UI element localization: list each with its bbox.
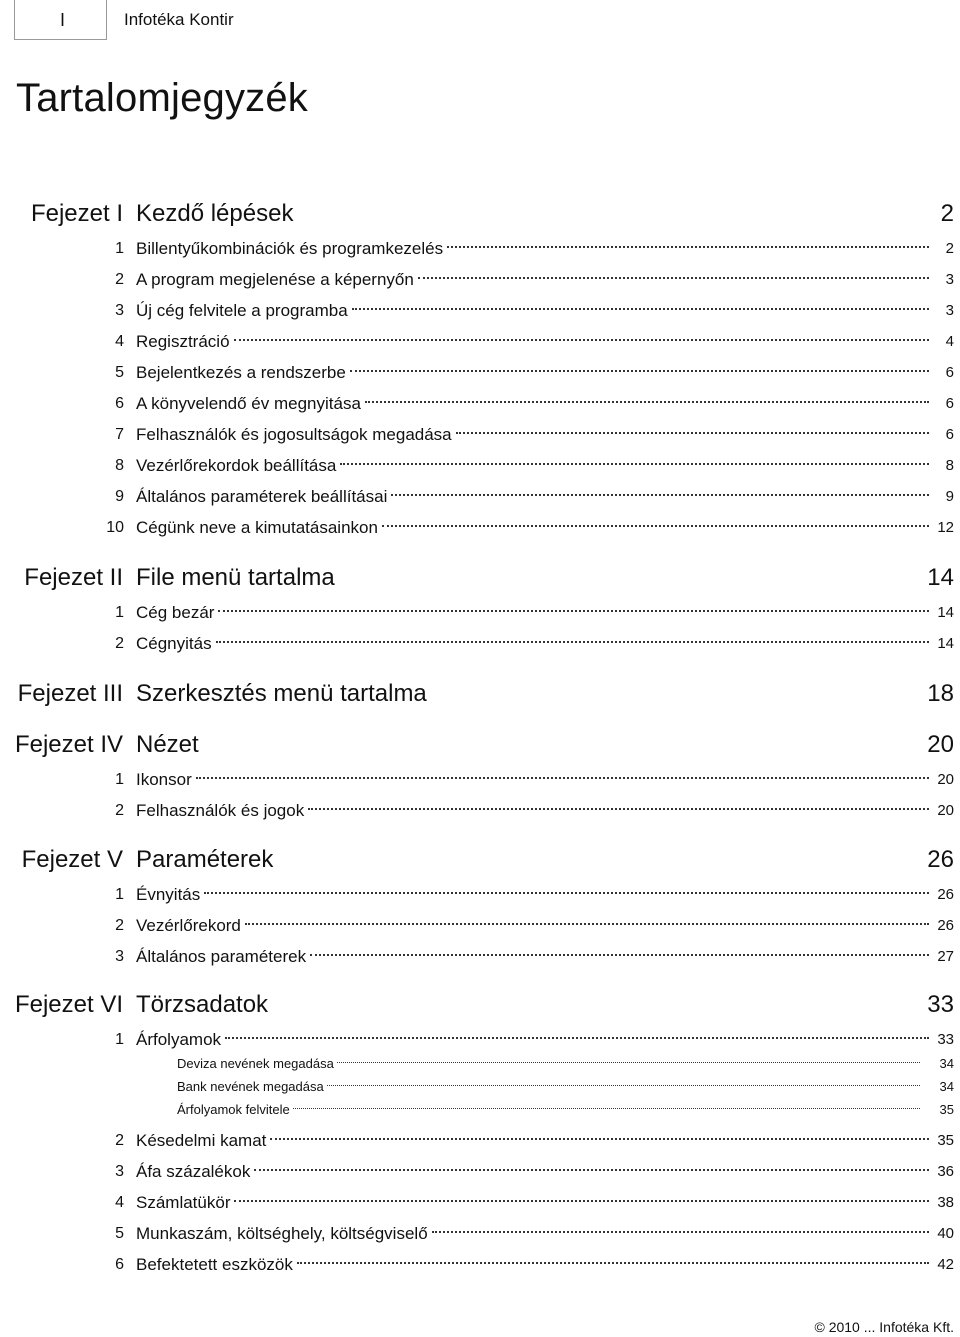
section-page-number: 33: [937, 1031, 954, 1048]
section-leader-line: [136, 516, 932, 540]
section-number: 3: [115, 1163, 124, 1180]
chapter-entry[interactable]: [0, 988, 960, 1022]
dot-leader: [365, 400, 929, 403]
section-page-number: 6: [945, 364, 954, 381]
section-entry[interactable]: [0, 914, 960, 938]
section-page-number: 20: [937, 771, 954, 788]
section-leader-line: [136, 601, 932, 625]
subsection-entry[interactable]: [0, 1100, 960, 1120]
chapter-title: Nézet: [136, 731, 199, 758]
chapter-label: Fejezet I: [30, 200, 123, 227]
section-page-number: 2: [945, 240, 954, 257]
footer-copyright: © 2010 ... Infotéka Kft.: [814, 1319, 954, 1335]
subsection-leader-line: [177, 1100, 922, 1120]
section-page-number: 36: [937, 1163, 954, 1180]
section-number: 2: [115, 802, 124, 819]
section-entry[interactable]: [0, 268, 960, 292]
chapter-page-number: 26: [927, 846, 954, 873]
chapter-label: Fejezet IV: [14, 731, 123, 758]
section-leader-line: [136, 883, 932, 907]
section-leader-line: [136, 485, 932, 509]
section-number: 5: [115, 364, 124, 381]
section-entry[interactable]: [0, 423, 960, 447]
section-title: Vezérlőrekordok beállítása: [136, 456, 337, 475]
section-leader-line: [136, 392, 932, 416]
section-title: Ikonsor: [136, 770, 192, 789]
section-number: 2: [115, 271, 124, 288]
section-page-number: 6: [945, 395, 954, 412]
dot-leader: [456, 431, 929, 434]
dot-leader: [218, 609, 929, 612]
chapter-label: Fejezet III: [17, 680, 123, 707]
running-header: [14, 0, 946, 42]
section-title: Cégnyitás: [136, 634, 212, 653]
section-page-number: 4: [945, 333, 954, 350]
section-page-number: 8: [945, 457, 954, 474]
section-title: Általános paraméterek beállításai: [136, 487, 388, 506]
chapter-title: Törzsadatok: [136, 991, 269, 1018]
dot-leader: [293, 1107, 920, 1109]
dot-leader: [352, 307, 929, 310]
section-number: 3: [115, 948, 124, 965]
section-page-number: 26: [937, 886, 954, 903]
page-number-roman: I: [14, 0, 107, 40]
section-number: 9: [115, 488, 124, 505]
chapter-entry[interactable]: [0, 677, 960, 711]
section-leader-line: [136, 1129, 932, 1153]
section-title: A program megjelenése a képernyőn: [136, 270, 414, 289]
dot-leader: [382, 524, 929, 527]
dot-leader: [418, 276, 929, 279]
section-title: Évnyitás: [136, 885, 201, 904]
chapter-entry[interactable]: [0, 728, 960, 762]
dot-leader: [245, 922, 929, 925]
section-page-number: 27: [937, 948, 954, 965]
section-number: 2: [115, 917, 124, 934]
section-number: 8: [115, 457, 124, 474]
section-title: Általános paraméterek: [136, 947, 307, 966]
section-page-number: 40: [937, 1225, 954, 1242]
chapter-label: Fejezet II: [24, 564, 123, 591]
section-entry[interactable]: [0, 799, 960, 823]
chapter-page-number: 33: [927, 991, 954, 1018]
dot-leader: [340, 462, 929, 465]
chapter-page-number: 18: [927, 680, 954, 707]
section-title: Cég bezár: [136, 603, 215, 622]
page-title: Tartalomjegyzék: [16, 76, 309, 120]
section-title: Számlatükör: [136, 1193, 231, 1212]
dot-leader: [310, 953, 929, 956]
section-number: 7: [115, 426, 124, 443]
subsection-page-number: 35: [939, 1102, 954, 1117]
section-title: A könyvelendő év megnyitása: [136, 394, 361, 413]
section-page-number: 3: [945, 302, 954, 319]
section-entry[interactable]: [0, 485, 960, 509]
section-title: Vezérlőrekord: [136, 916, 241, 935]
dot-leader: [350, 369, 929, 372]
section-number: 1: [115, 886, 124, 903]
section-leader-line: [136, 1253, 932, 1277]
section-page-number: 9: [945, 488, 954, 505]
subsection-title: Árfolyamok felvitele: [177, 1102, 290, 1117]
section-entry[interactable]: [0, 454, 960, 478]
section-leader-line: [136, 914, 932, 938]
section-number: 1: [115, 604, 124, 621]
section-entry[interactable]: [0, 883, 960, 907]
section-entry[interactable]: [0, 299, 960, 323]
subsection-leader-line: [177, 1077, 922, 1097]
section-title: Késedelmi kamat: [136, 1131, 267, 1150]
section-page-number: 14: [937, 604, 954, 621]
book-title: Infotéka Kontir: [124, 10, 234, 29]
dot-leader: [308, 807, 929, 810]
dot-leader: [270, 1137, 929, 1140]
section-leader-line: [136, 330, 932, 354]
section-entry[interactable]: [0, 601, 960, 625]
section-title: Billentyűkombinációk és programkezelés: [136, 239, 444, 258]
section-leader-line: [136, 423, 932, 447]
section-entry[interactable]: [0, 1253, 960, 1277]
dot-leader: [234, 338, 929, 341]
section-page-number: 35: [937, 1132, 954, 1149]
section-number: 3: [115, 302, 124, 319]
section-page-number: 26: [937, 917, 954, 934]
section-leader-line: [136, 454, 932, 478]
section-title: Felhasználók és jogok: [136, 801, 305, 820]
section-leader-line: [136, 361, 932, 385]
section-title: Új cég felvitele a programba: [136, 301, 348, 320]
section-number: 4: [115, 1194, 124, 1211]
section-page-number: 38: [937, 1194, 954, 1211]
section-entry[interactable]: [0, 392, 960, 416]
section-number: 6: [115, 1256, 124, 1273]
section-entry[interactable]: [0, 945, 960, 969]
subsection-entry[interactable]: [0, 1054, 960, 1074]
section-leader-line: [136, 1222, 932, 1246]
section-entry[interactable]: [0, 1160, 960, 1184]
section-number: 1: [115, 771, 124, 788]
chapter-title: Szerkesztés menü tartalma: [136, 680, 427, 707]
section-entry[interactable]: [0, 361, 960, 385]
section-number: 6: [115, 395, 124, 412]
section-leader-line: [136, 632, 932, 656]
subsection-title: Deviza nevének megadása: [177, 1056, 334, 1071]
chapter-entry[interactable]: [0, 843, 960, 877]
dot-leader: [337, 1061, 920, 1063]
subsection-leader-line: [177, 1054, 922, 1074]
section-page-number: 42: [937, 1256, 954, 1273]
section-title: Áfa százalékok: [136, 1162, 251, 1181]
section-title: Felhasználók és jogosultságok megadása: [136, 425, 452, 444]
subsection-entry[interactable]: [0, 1077, 960, 1097]
section-page-number: 20: [937, 802, 954, 819]
section-entry[interactable]: [0, 1129, 960, 1153]
chapter-label: Fejezet V: [21, 846, 123, 873]
chapter-label: Fejezet VI: [14, 991, 123, 1018]
dot-leader: [327, 1084, 920, 1086]
section-number: 1: [115, 1031, 124, 1048]
dot-leader: [225, 1036, 929, 1039]
section-title: Befektetett eszközök: [136, 1255, 293, 1274]
section-leader-line: [136, 1160, 932, 1184]
dot-leader: [432, 1230, 929, 1233]
chapter-page-number: 14: [927, 564, 954, 591]
section-page-number: 3: [945, 271, 954, 288]
section-number: 2: [115, 635, 124, 652]
chapter-title: Paraméterek: [136, 846, 274, 873]
subsection-title: Bank nevének megadása: [177, 1079, 324, 1094]
section-number: 10: [106, 519, 124, 536]
section-entry[interactable]: [0, 516, 960, 540]
section-entry[interactable]: [0, 768, 960, 792]
dot-leader: [234, 1199, 929, 1202]
section-entry[interactable]: [0, 1222, 960, 1246]
dot-leader: [297, 1261, 929, 1264]
chapter-entry[interactable]: [0, 197, 960, 231]
section-number: 2: [115, 1132, 124, 1149]
chapter-page-number: 20: [927, 731, 954, 758]
section-number: 5: [115, 1225, 124, 1242]
section-leader-line: [136, 237, 932, 261]
section-entry[interactable]: [0, 330, 960, 354]
section-page-number: 12: [937, 519, 954, 536]
section-title: Regisztráció: [136, 332, 230, 351]
section-title: Munkaszám, költséghely, költségviselő: [136, 1224, 428, 1243]
chapter-title: File menü tartalma: [136, 564, 335, 591]
dot-leader: [391, 493, 929, 496]
section-leader-line: [136, 268, 932, 292]
section-entry[interactable]: [0, 1028, 960, 1052]
section-title: Bejelentkezés a rendszerbe: [136, 363, 346, 382]
dot-leader: [254, 1168, 929, 1171]
section-page-number: 14: [937, 635, 954, 652]
section-leader-line: [136, 1028, 932, 1052]
subsection-page-number: 34: [939, 1079, 954, 1094]
section-leader-line: [136, 945, 932, 969]
chapter-title: Kezdő lépések: [136, 200, 294, 227]
section-page-number: 6: [945, 426, 954, 443]
dot-leader: [216, 640, 929, 643]
section-leader-line: [136, 299, 932, 323]
subsection-page-number: 34: [939, 1056, 954, 1071]
section-entry[interactable]: [0, 1191, 960, 1215]
section-number: 1: [115, 240, 124, 257]
section-title: Cégünk neve a kimutatásainkon: [136, 518, 378, 537]
section-title: Árfolyamok: [136, 1030, 222, 1049]
section-leader-line: [136, 768, 932, 792]
dot-leader: [447, 245, 929, 248]
chapter-entry[interactable]: [0, 561, 960, 595]
section-number: 4: [115, 333, 124, 350]
section-leader-line: [136, 799, 932, 823]
section-entry[interactable]: [0, 632, 960, 656]
section-leader-line: [136, 1191, 932, 1215]
chapter-page-number: 2: [940, 200, 954, 227]
section-entry[interactable]: [0, 237, 960, 261]
dot-leader: [204, 891, 929, 894]
dot-leader: [196, 776, 929, 779]
